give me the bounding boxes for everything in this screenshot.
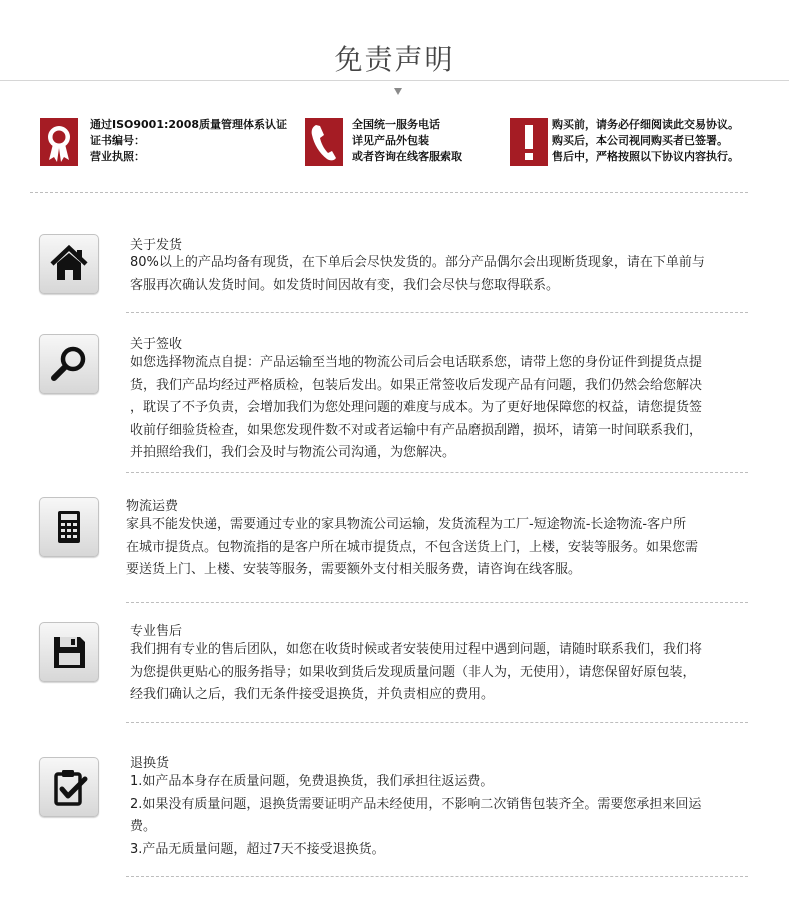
notice-line: 售后中，严格按照以下协议内容执行。 bbox=[552, 150, 739, 163]
notice-line: 营业执照： bbox=[90, 150, 145, 163]
section-title-after-sales: 专业售后 bbox=[130, 624, 183, 639]
paragraph-line: 80%以上的产品均备有现货，在下单后会尽快发货的。部分产品偶尔会出现断货现象，请在下单前与 bbox=[130, 255, 705, 270]
section-body-returns bbox=[130, 771, 701, 861]
list-item: 2.如果没有质量问题，退换货需要证明产品未经使用，不影响二次销售包装齐全。需要您承担来回运 bbox=[130, 796, 702, 812]
section-divider bbox=[30, 192, 748, 193]
list-item: 1.如产品本身存在质量问题，免费退换货，我们承担往返运费。 bbox=[130, 774, 494, 789]
list-item: 3.产品无质量问题，超过7天不接受退换货。 bbox=[130, 841, 385, 857]
section-divider bbox=[126, 312, 748, 313]
notice-line: 通过ISO9001:2008质量管理体系认证 bbox=[90, 118, 287, 131]
section-body-shipping bbox=[130, 252, 705, 297]
paragraph-line: 并拍照给我们，我们会及时与物流公司沟通，为您解决。 bbox=[130, 445, 456, 460]
notice-line: 购买前，请务必仔细阅读此交易协议。 bbox=[552, 118, 739, 131]
list-item: 费。 bbox=[130, 819, 157, 834]
notice-line: 全国统一服务电话 bbox=[352, 118, 440, 131]
section-divider bbox=[126, 722, 748, 723]
warning-icon bbox=[510, 118, 548, 166]
title-divider bbox=[0, 80, 789, 81]
section-divider bbox=[126, 472, 748, 473]
down-arrow-icon bbox=[394, 88, 402, 95]
section-body-after-sales bbox=[130, 639, 702, 707]
notice-line: 或者咨询在线客服索取 bbox=[352, 150, 462, 163]
section-body-freight bbox=[126, 514, 698, 582]
award-ribbon-icon bbox=[40, 118, 78, 166]
paragraph-line: 要送货上门、上楼、安装等服务，需要额外支付相关服务费，请咨询在线客服。 bbox=[126, 562, 582, 577]
paragraph-line: 家具不能发快递，需要通过专业的家具物流公司运输，发货流程为工厂-短途物流-长途物流-客户所 bbox=[126, 517, 687, 532]
floppy-disk-icon bbox=[39, 622, 99, 682]
notice-service-phone bbox=[352, 117, 462, 165]
paragraph-line: 在城市提货点。包物流指的是客户所在城市提货点，不包含送货上门，上楼，安装等服务。如果您需 bbox=[126, 539, 699, 555]
paragraph-line: 客服再次确认发货时间。如发货时间因故有变，我们会尽快与您取得联系。 bbox=[130, 277, 560, 293]
clipboard-check-icon bbox=[39, 757, 99, 817]
notice-certification bbox=[90, 117, 287, 165]
phone-icon bbox=[305, 118, 343, 166]
section-title-freight: 物流运费 bbox=[126, 499, 179, 514]
section-title-shipping: 关于发货 bbox=[130, 238, 183, 253]
paragraph-line: 经我们确认之后，我们无条件接受退换货，并负责相应的费用。 bbox=[130, 687, 495, 702]
paragraph-line: 为您提供更贴心的服务指导；如果收到货后发现质量问题（非人为，无使用），请您保留好原包装， bbox=[130, 664, 696, 680]
section-divider bbox=[126, 876, 748, 877]
section-title-receipt: 关于签收 bbox=[130, 337, 183, 352]
notice-agreement bbox=[552, 117, 739, 165]
notice-line: 购买后，本公司视同购买者已签署。 bbox=[552, 134, 728, 147]
section-body-receipt bbox=[130, 352, 702, 465]
calculator-icon bbox=[39, 497, 99, 557]
paragraph-line: 如您选择物流点自提：产品运输至当地的物流公司后会电话联系您，请带上您的身份证件到提货点提 bbox=[130, 355, 703, 370]
house-icon bbox=[39, 234, 99, 294]
paragraph-line: 我们拥有专业的售后团队，如您在收货时候或者安装使用过程中遇到问题，请随时联系我们，我们将 bbox=[130, 642, 703, 657]
paragraph-line: ，耽误了不予负责，会增加我们为您处理问题的难度与成本。为了更好地保障您的权益，请您提货签 bbox=[130, 400, 703, 415]
section-title-returns: 退换货 bbox=[130, 756, 170, 771]
notice-line: 详见产品外包装 bbox=[352, 134, 429, 147]
paragraph-line: 货，我们产品均经过严格质检，包装后发出。如果正常签收后发现产品有问题，我们仍然会给您解决 bbox=[130, 377, 703, 393]
notice-line: 证书编号： bbox=[90, 134, 145, 147]
section-divider bbox=[126, 602, 748, 603]
page-title: 免责声明 bbox=[334, 43, 455, 76]
magnifier-icon bbox=[39, 334, 99, 394]
paragraph-line: 收前仔细验货检查，如果您发现件数不对或者运输中有产品磨损刮蹭，损坏，请第一时间联系我们， bbox=[130, 422, 703, 438]
